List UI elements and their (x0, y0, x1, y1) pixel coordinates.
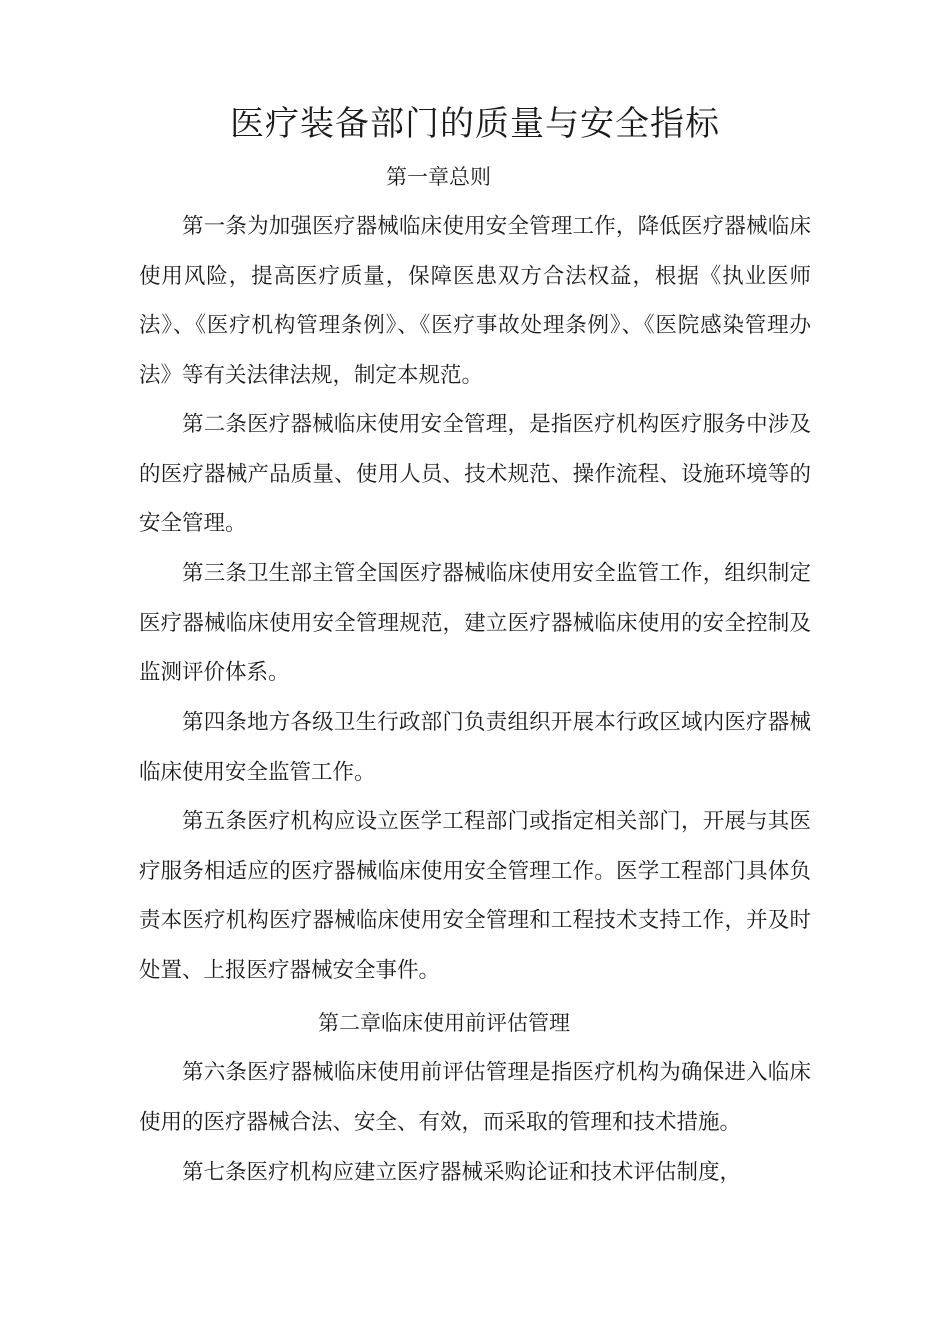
article-5: 第五条医疗机构应设立医学工程部门或指定相关部门，开展与其医疗服务相适应的医疗器械临床使用安全管理工作。医学工程部门具体负责本医疗机构医疗器械临床使用安全管理和工程技术支持工作，并及时处置、上报医疗器械安全事件。 (139, 809, 811, 983)
chapter-1-heading: 第一章总则 (386, 165, 491, 189)
chapter-2-heading: 第二章临床使用前评估管理 (318, 1011, 570, 1035)
article-2: 第二条医疗器械临床使用安全管理，是指医疗机构医疗服务中涉及的医疗器械产品质量、使用人员、技术规范、操作流程、设施环境等的安全管理。 (139, 412, 811, 536)
article-7: 第七条医疗机构应建立医疗器械采购论证和技术评估制度， (182, 1160, 742, 1185)
article-3: 第三条卫生部主管全国医疗器械临床使用安全监管工作，组织制定医疗器械临床使用安全管理规范，建立医疗器械临床使用的安全控制及监测评价体系。 (139, 561, 811, 685)
document-title: 医疗装备部门的质量与安全指标 (230, 104, 720, 144)
article-1: 第一条为加强医疗器械临床使用安全管理工作，降低医疗器械临床使用风险，提高医疗质量，保障医患双方合法权益，根据《执业医师法》、《医疗机构管理条例》、《医疗事故处理条例》、《医院感染管理办法》等有关法律法规，制定本规范。 (139, 214, 811, 388)
article-4: 第四条地方各级卫生行政部门负责组织开展本行政区域内医疗器械临床使用安全监管工作。 (139, 710, 811, 785)
article-6: 第六条医疗器械临床使用前评估管理是指医疗机构为确保进入临床使用的医疗器械合法、安全、有效，而采取的管理和技术措施。 (139, 1060, 811, 1135)
